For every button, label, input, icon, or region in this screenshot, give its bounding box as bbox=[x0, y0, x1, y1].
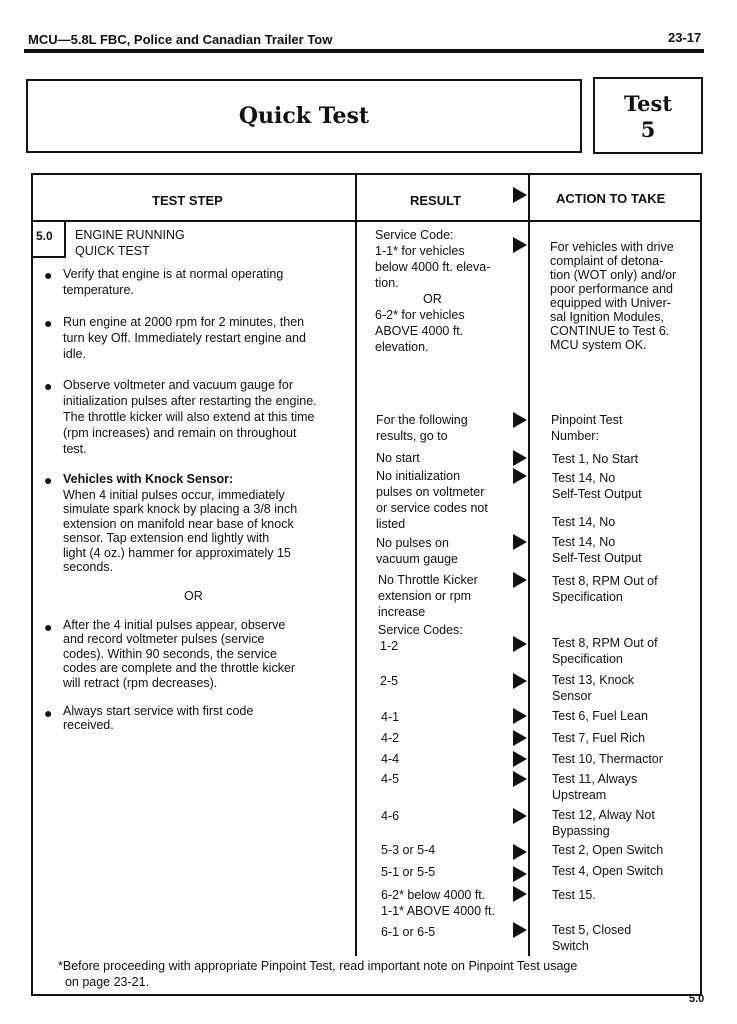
arrow-icon bbox=[513, 673, 527, 689]
arrow-icon bbox=[513, 468, 527, 484]
page-title: Quick Test bbox=[238, 103, 370, 129]
action-code: Test 4, Open Switch bbox=[552, 864, 664, 878]
arrow-icon bbox=[513, 636, 527, 652]
result-first: Service Code: 1-1* for vehicles below 4000 ft. eleva- tion. bbox=[375, 228, 491, 290]
result-code: 4-2 bbox=[381, 731, 400, 745]
header-arrow-icon bbox=[513, 187, 527, 203]
step-bullet: Always start service with first code received. bbox=[63, 704, 254, 733]
result-second: 6-2* for vehicles ABOVE 4000 ft. elevation. bbox=[375, 308, 465, 354]
action-code: Test 15. bbox=[552, 888, 596, 902]
result-code: 4-1 bbox=[381, 710, 400, 724]
header-rule bbox=[24, 49, 704, 53]
action-code: Test 11, Always Upstream bbox=[552, 772, 638, 802]
result-no-initialization: No initialization pulses on voltmeter or service codes not listed bbox=[376, 469, 488, 531]
footer-page-number: 5.0 bbox=[689, 993, 705, 1005]
header-title: MCU—5.8L FBC, Police and Canadian Trailer Tow bbox=[28, 32, 333, 47]
result-service-codes-label: Service Codes: bbox=[378, 623, 463, 637]
result-code: 5-3 or 5-4 bbox=[381, 843, 436, 857]
step-bullet: Verify that engine is at normal operating temperature. bbox=[63, 267, 284, 297]
result-code: 6-2* below 4000 ft. 1-1* ABOVE 4000 ft. bbox=[381, 888, 495, 918]
column-divider-action bbox=[528, 173, 530, 956]
action-no-init-alt: Test 14, No bbox=[552, 515, 616, 529]
result-code: 5-1 or 5-5 bbox=[381, 865, 436, 879]
step-bullet: After the 4 initial pulses appear, observe and record voltmeter pulses (service codes). Within 90 seconds, the service codes are complete and the throttle kicker will retract (rpm decreases). bbox=[63, 618, 296, 690]
arrow-icon bbox=[513, 771, 527, 787]
action-no-start: Test 1, No Start bbox=[552, 452, 639, 466]
action-code: Test 13, Knock Sensor bbox=[552, 673, 634, 703]
result-following: For the following results, go to bbox=[376, 413, 468, 443]
test-number-box bbox=[593, 77, 703, 154]
action-code: Test 6, Fuel Lean bbox=[552, 709, 648, 723]
arrow-icon bbox=[513, 844, 527, 860]
action-first: For vehicles with drive complaint of detona- tion (WOT only) and/or poor performance and equipped with Univer- sal Ignition Modules, CONTINUE to Test 6. MCU system OK. bbox=[550, 240, 677, 352]
column-header-action: ACTION TO TAKE bbox=[556, 191, 666, 206]
action-no-pulses: Test 14, No Self-Test Output bbox=[552, 535, 642, 565]
arrow-icon bbox=[513, 412, 527, 428]
result-code: 4-6 bbox=[381, 809, 400, 823]
step-bullet-heading: Vehicles with Knock Sensor: bbox=[63, 472, 234, 486]
step-bullet: Run engine at 2000 rpm for 2 minutes, then turn key Off. Immediately restart engine and idle. bbox=[63, 315, 306, 361]
result-no-start: No start bbox=[376, 451, 420, 465]
step-bullet: Observe voltmeter and vacuum gauge for initialization pulses after restarting the engine. The throttle kicker will also extend at this time (rpm increases) and remain on throughout test. bbox=[63, 378, 317, 456]
action-code: Test 7, Fuel Rich bbox=[552, 731, 646, 745]
step-number: 5.0 bbox=[36, 229, 53, 243]
arrow-icon bbox=[513, 572, 527, 588]
result-code: 4-4 bbox=[381, 752, 400, 766]
action-code: Test 8, RPM Out of Specification bbox=[552, 636, 658, 666]
result-or: OR bbox=[423, 292, 442, 306]
bullet-icon: ● bbox=[44, 705, 53, 721]
arrow-icon bbox=[513, 534, 527, 550]
bullet-icon: ● bbox=[44, 267, 53, 283]
arrow-icon bbox=[513, 886, 527, 902]
title-box bbox=[26, 79, 582, 153]
bullet-icon: ● bbox=[44, 315, 53, 331]
arrow-icon bbox=[513, 450, 527, 466]
result-code: 6-1 or 6-5 bbox=[381, 925, 436, 939]
arrow-icon bbox=[513, 751, 527, 767]
column-header-test-step: TEST STEP bbox=[152, 193, 223, 208]
action-code: Test 5, Closed Switch bbox=[552, 923, 632, 953]
result-no-kicker: No Throttle Kicker extension or rpm increase bbox=[378, 573, 478, 619]
action-pinpoint-label: Pinpoint Test Number: bbox=[551, 413, 623, 443]
knock-sensor-text: When 4 initial pulses occur, immediately simulate spark knock by placing a 3/8 inch extension on manifold near base of knock sensor. Tap extension end lightly with light (4 oz.) hammer for approximately 15 seconds. bbox=[63, 488, 298, 575]
bullet-icon: ● bbox=[44, 378, 53, 394]
result-code: 2-5 bbox=[380, 674, 399, 688]
arrow-icon bbox=[513, 922, 527, 938]
footnote: *Before proceeding with appropriate Pinpoint Test, read important note on Pinpoint Test usage on page 23-21. bbox=[58, 959, 578, 989]
arrow-icon bbox=[513, 708, 527, 724]
action-code: Test 12, Alway Not Bypassing bbox=[552, 808, 655, 838]
result-no-pulses: No pulses on vacuum gauge bbox=[376, 536, 459, 566]
arrow-icon bbox=[513, 237, 527, 253]
action-no-init: Test 14, No Self-Test Output bbox=[552, 471, 642, 501]
step-or: OR bbox=[184, 589, 203, 603]
step-title: ENGINE RUNNING QUICK TEST bbox=[75, 228, 185, 258]
arrow-icon bbox=[513, 730, 527, 746]
column-divider-result bbox=[355, 173, 357, 956]
table-header-rule bbox=[31, 220, 702, 222]
step-number-divider bbox=[64, 222, 66, 258]
bullet-icon: ● bbox=[44, 472, 53, 488]
result-code: 4-5 bbox=[381, 772, 400, 786]
action-no-kicker: Test 8, RPM Out of Specification bbox=[552, 574, 658, 604]
header-page-number: 23-17 bbox=[668, 30, 702, 45]
test-number: 5 bbox=[640, 117, 656, 142]
column-header-result: RESULT bbox=[410, 193, 462, 208]
action-code: Test 2, Open Switch bbox=[552, 843, 664, 857]
step-number-rule bbox=[31, 256, 66, 258]
arrow-icon bbox=[513, 808, 527, 824]
test-label: Test bbox=[623, 91, 673, 116]
action-code: Test 10, Thermactor bbox=[552, 752, 663, 766]
bullet-icon: ● bbox=[44, 619, 53, 635]
arrow-icon bbox=[513, 866, 527, 882]
result-code: 1-2 bbox=[380, 639, 399, 653]
